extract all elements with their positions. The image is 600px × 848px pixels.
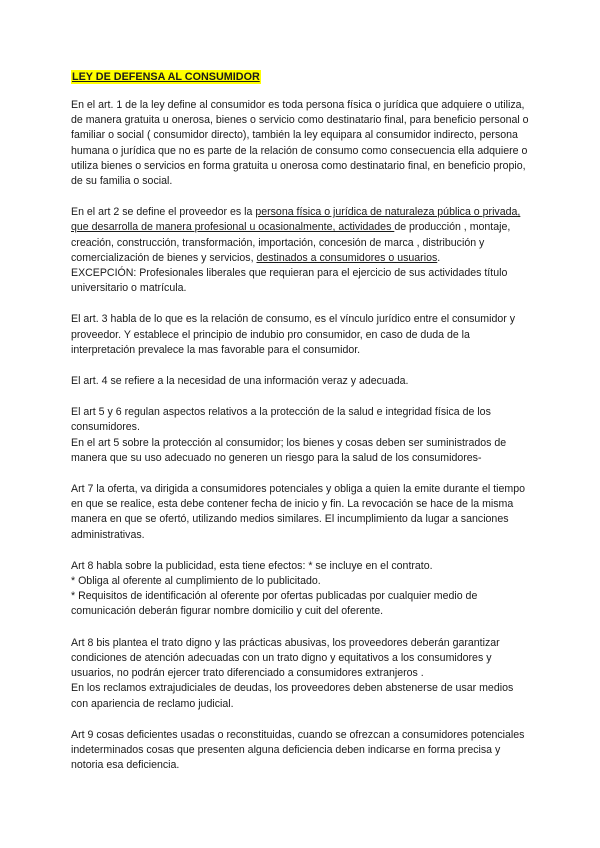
paragraph-art-1: En el art. 1 de la ley define al consumidor es toda persona física o jurídica que adquiere o utiliza, de manera gratuita u onerosa, bienes o servicio como destinatario final, para beneficio personal o familiar o social ( consumidor directo), también la ley equipara al consumidor indirecto, persona humana o jurídica que no es parte de la relación de consumo como consecuencia ella adquiere o utiliza bienes o servicios en forma gratuita u onerosa como destinatario final, en beneficio propio, de su familia o social. xyxy=(71,99,529,188)
paragraph-art-2 xyxy=(71,205,531,296)
paragraph-art-7: Art 7 la oferta, va dirigida a consumidores potenciales y obliga a quien la emite durante el tiempo en que se realice, esta debe contener fecha de inicio y fin. La revocación se hace de la misma manera en que se ofertó, utilizando medios similares. El incumplimiento da lugar a sanciones administrativas. xyxy=(71,483,526,541)
art-8-item-obliga: * Obliga al oferente al cumplimiento de lo publicitado. xyxy=(71,575,321,588)
art-2-underlined-destination: destinados a consumidores o usuarios xyxy=(256,251,438,264)
paragraph-art-8 xyxy=(71,559,531,620)
art-2-period: . xyxy=(437,251,441,264)
art-8-item-requisitos: * Requisitos de identificación al oferente por ofertas publicadas por cualquier medio de comunicación deberán figurar nombre domicilio y cuit del oferente. xyxy=(71,590,478,618)
document-title: LEY DE DEFENSA AL CONSUMIDOR xyxy=(72,71,260,83)
document-page xyxy=(71,70,531,789)
paragraph-art-5-6 xyxy=(71,405,531,466)
art-8-intro: Art 8 habla sobre la publicidad, esta tiene efectos: * se incluye en el contrato. xyxy=(71,559,433,572)
art-2-underlined-definition: persona física o jurídica de naturaleza pública o privada, que desarrolla de manera profesional u ocasionalmente, actividades xyxy=(71,206,521,234)
paragraph-art-9: Art 9 cosas deficientes usadas o reconstituidas, cuando se ofrezcan a consumidores potenciales indeterminados cosas que presenten alguna deficiencia deben indicarse en forma precisa y notoria esa deficiencia. xyxy=(71,728,525,772)
art-8-bis-reclamos: En los reclamos extrajudiciales de deudas, los proveedores deben abstenerse de usar medios con apariencia de reclamo judicial. xyxy=(71,682,514,710)
art-5-6-line: El art 5 y 6 regulan aspectos relativos a la protección de la salud e integridad física de los consumidores. xyxy=(71,406,491,434)
art-2-exception: EXCEPCIÓN: Profesionales liberales que requieran para el ejercicio de sus actividades título universitario o matrícula. xyxy=(71,267,508,295)
art-5-line: En el art 5 sobre la protección al consumidor; los bienes y cosas deben ser suministrados de manera que su uso adecuado no generen un riesgo para la salud de los consumidores- xyxy=(71,436,507,464)
art-2-activities: de producción , montaje, creación, construcción, transformación, importación, concesión de marca , distribución y comercialización de bienes y servicios, xyxy=(71,221,511,264)
paragraph-art-8-bis xyxy=(71,636,531,712)
paragraph-art-3: El art. 3 habla de lo que es la relación de consumo, es el vínculo jurídico entre el consumidor y proveedor. Y establece el principio de indubio pro consumidor, en caso de duda de la interpretación prevalece la mas favorable para el consumidor. xyxy=(71,313,516,356)
art-8-bis-main: Art 8 bis plantea el trato digno y las prácticas abusivas, los proveedores deberán garantizar condiciones de atención adecuadas con un trato digno y equitativos a los consumidores y usuarios, no podrán ejercer trato diferenciado a consumidores extranjeros . xyxy=(71,636,500,680)
art-2-intro: En el art 2 se define el proveedor es la xyxy=(71,206,256,219)
paragraph-art-4: El art. 4 se refiere a la necesidad de una información veraz y adecuada. xyxy=(71,375,409,388)
